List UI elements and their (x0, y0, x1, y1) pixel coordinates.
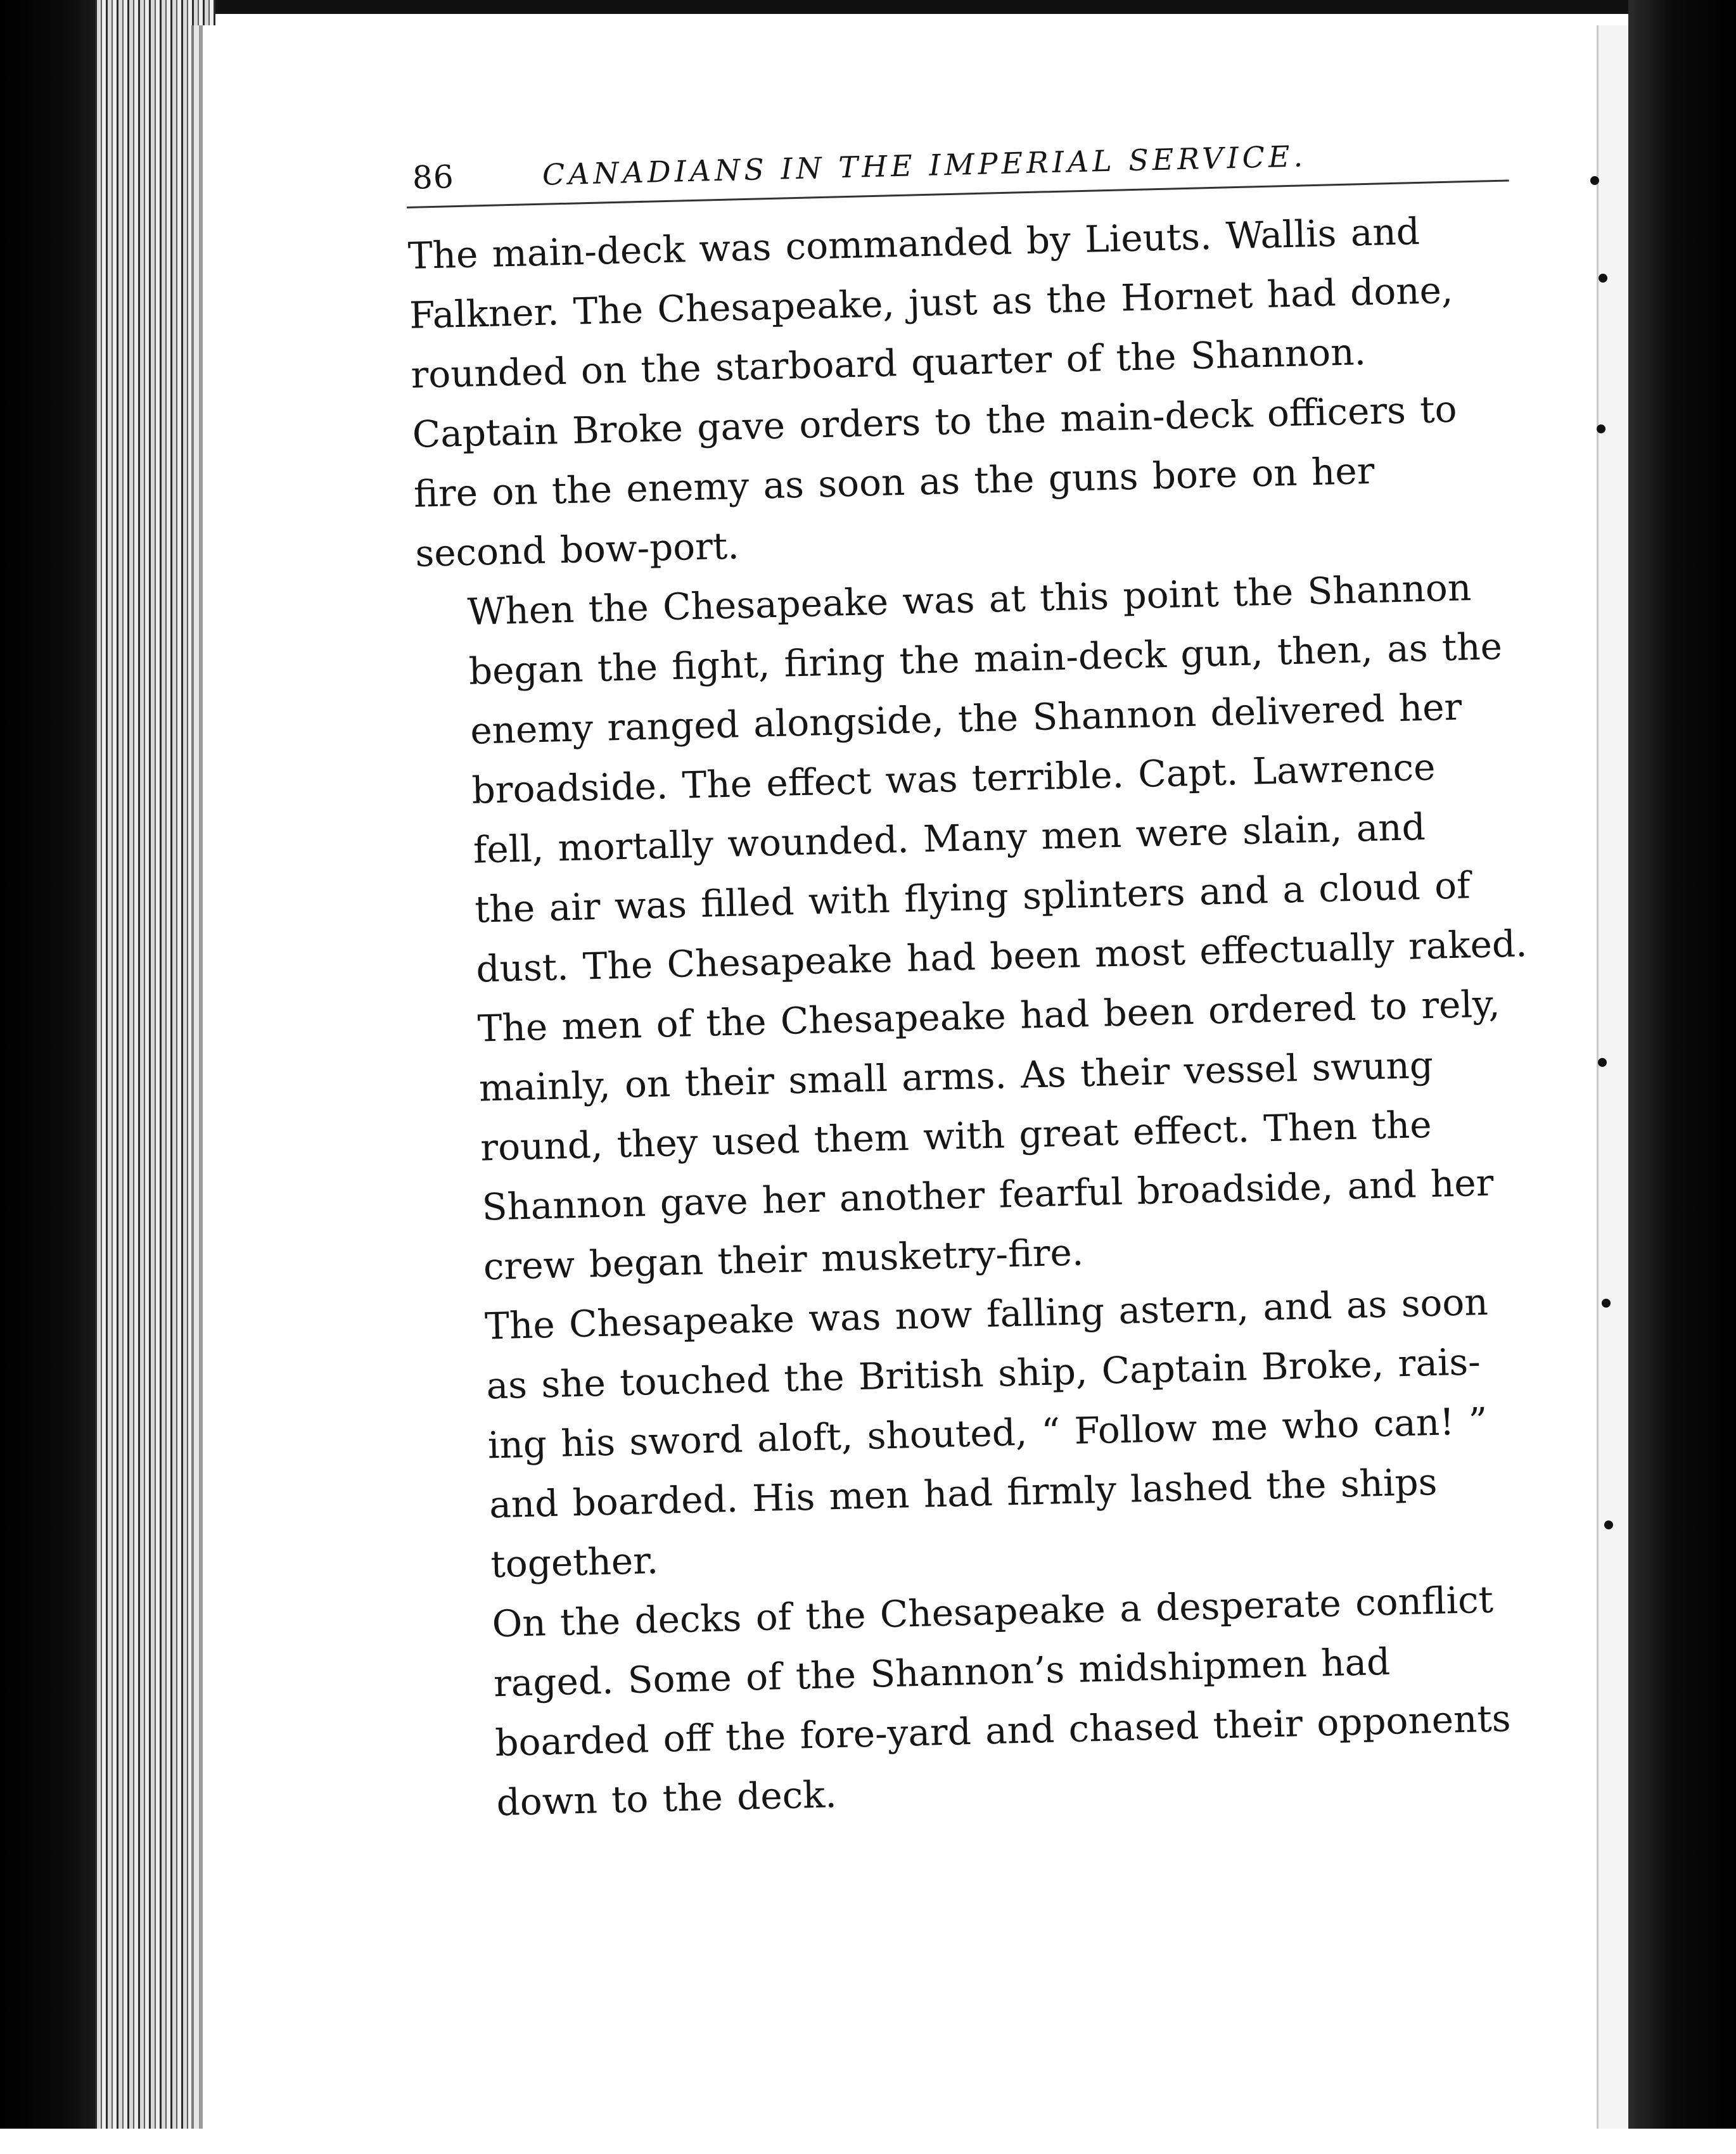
scan-speck (1602, 1299, 1611, 1308)
text-line: together. (490, 1538, 659, 1586)
text-line: Shannon gave her another fearful broadside, and her (481, 1161, 1495, 1229)
text-line: round, they used them with great effect. Then the (480, 1102, 1433, 1169)
text-line: crew began their musketry-fire. (483, 1230, 1084, 1289)
body-text (407, 199, 1548, 1833)
text-line: fell, mortally wounded. Many men were slain, and (473, 805, 1426, 872)
text-line: On the decks of the Chesapeake a desperate conflict (491, 1577, 1494, 1646)
page-content (405, 125, 1548, 1833)
text-line: as she touched the British ship, Captain Broke, rais- (485, 1340, 1481, 1408)
page-number: 86 (412, 158, 455, 196)
text-line: the air was filled with flying splinters and a cloud of (474, 864, 1471, 931)
text-line: boarded off the fore-yard and chased their opponents (494, 1697, 1512, 1765)
text-line: The main-deck was commanded by Lieuts. Wallis and (407, 209, 1420, 277)
page-edges-stack (95, 0, 215, 2154)
text-line: began the fight, firing the main-deck gun, then, as the (468, 624, 1503, 693)
scan-top-border (0, 0, 1736, 14)
book-spine-shadow (0, 0, 101, 2154)
text-line: second bow-port. (414, 524, 740, 575)
text-line: and boarded. His men had firmly lashed the ships (488, 1460, 1438, 1527)
text-line: raged. Some of the Shannon’s midshipmen had (493, 1640, 1391, 1705)
facing-page-edge (1597, 25, 1631, 2135)
scan-speck (1597, 424, 1605, 433)
scan-right-border (1628, 0, 1736, 2154)
running-title: CANADIANS IN THE IMPERIAL SERVICE. (542, 139, 1307, 192)
paragraph (433, 1271, 1543, 1595)
text-line: Captain Broke gave orders to the main-deck officers to (412, 387, 1458, 456)
text-line: The men of the Chesapeake had been ordered to rely, (477, 982, 1501, 1050)
text-line: Falkner. The Chesapeake, just as the Hornet had done, (409, 268, 1454, 337)
scan-speck (1598, 1058, 1607, 1067)
scan-speck (1604, 1520, 1613, 1529)
paragraph (407, 199, 1518, 583)
text-line: When the Chesapeake was at this point the Shannon (466, 566, 1472, 634)
text-line: broadside. The effect was terrible. Capt. Lawrence (471, 745, 1436, 812)
paragraph (441, 1569, 1549, 1833)
text-line: down to the deck. (495, 1773, 838, 1825)
text-line: mainly, on their small arms. As their vessel swung (478, 1043, 1434, 1110)
text-line: ing his sword aloft, shouted, “ Follow me who can! ” (487, 1399, 1488, 1467)
text-line: The Chesapeake was now falling astern, and as soon (484, 1280, 1489, 1348)
text-line: dust. The Chesapeake had been most effectually raked. (475, 922, 1528, 991)
text-line: rounded on the starboard quarter of the Shannon. (410, 330, 1367, 397)
text-line: fire on the enemy as soon as the guns bore on her (413, 449, 1375, 516)
paragraph (416, 556, 1529, 1000)
paragraph (426, 973, 1536, 1297)
scan-speck (1590, 176, 1599, 185)
text-line: enemy ranged alongside, the Shannon delivered her (469, 685, 1462, 753)
scan-speck (1599, 274, 1607, 283)
scan-bottom-margin (0, 2129, 1736, 2154)
